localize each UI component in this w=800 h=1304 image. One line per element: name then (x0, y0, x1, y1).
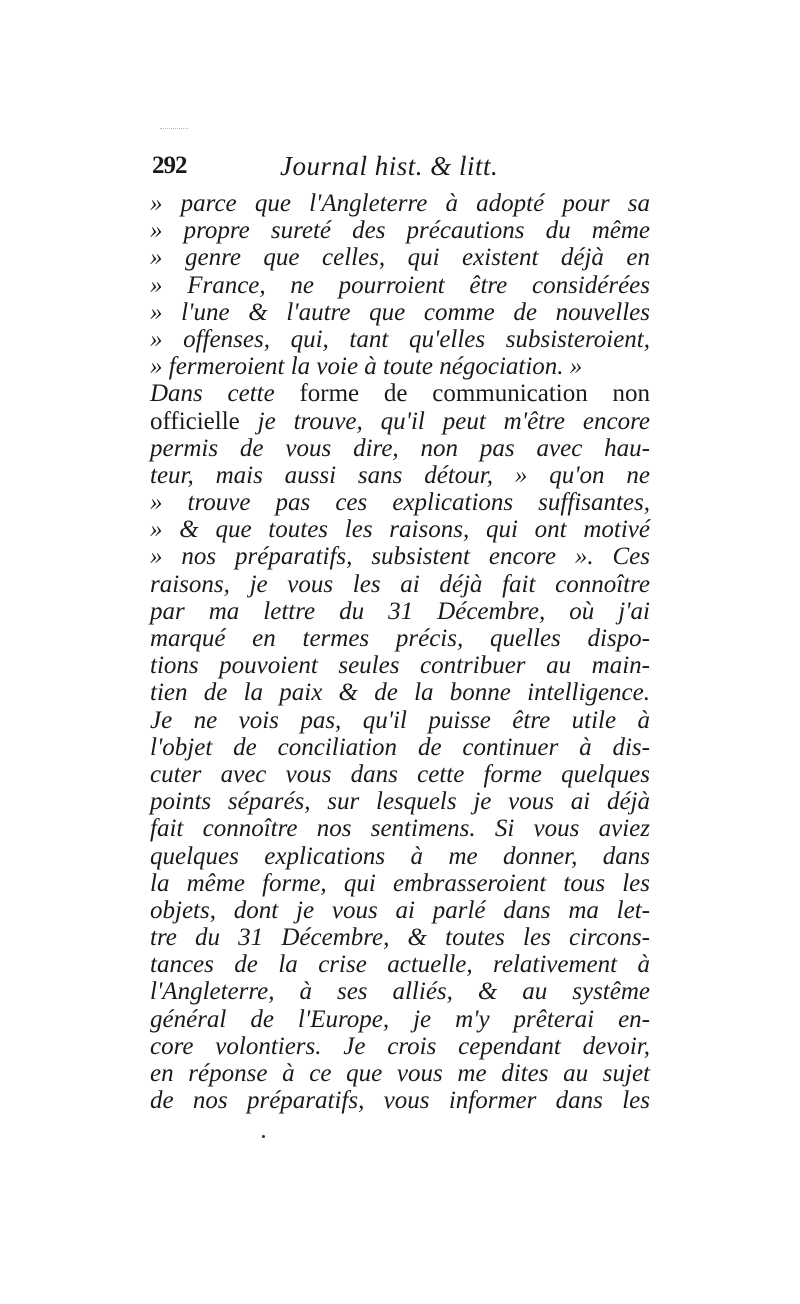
text-segment: en réponse à ce que vous me dites au sujet (150, 1060, 650, 1087)
text-line (150, 272, 650, 299)
text-line (150, 978, 650, 1005)
text-line (150, 380, 650, 407)
text-segment: marqué en termes précis, quelles dispo- (150, 625, 650, 652)
text-line (150, 489, 650, 516)
text-line (150, 408, 650, 435)
text-segment: tions pouvoient seules contribuer au main- (150, 652, 650, 680)
text-line (150, 299, 650, 326)
text-line (150, 190, 650, 217)
text-line (150, 435, 650, 462)
text-segment: raisons, je vous les ai déjà fait connoître (150, 570, 650, 598)
text-line (150, 652, 650, 679)
text-segment: objets, dont je vous ai parlé dans ma let- (150, 896, 650, 924)
text-segment: teur, mais aussi sans détour, » qu'on ne (150, 461, 650, 489)
text-line (150, 707, 650, 734)
text-segment: permis de vous dire, non pas avec hau- (150, 434, 650, 462)
text-line (150, 1087, 650, 1114)
text-line (150, 924, 650, 951)
text-segment: l'objet de conciliation de continuer à dis- (150, 733, 650, 761)
body-text (150, 190, 650, 1114)
page-header (152, 146, 652, 186)
text-segment: » l'une & l'autre que comme de nouvelles (150, 298, 650, 326)
text-segment: » fermeroient la voie à toute négociation. » (150, 353, 583, 381)
text-line (150, 843, 650, 870)
text-segment: » propre sureté des précautions du même (150, 217, 650, 245)
text-segment: tre du 31 Décembre, & toutes les circons- (150, 924, 650, 952)
text-line (150, 353, 650, 380)
text-line (150, 326, 650, 353)
text-segment: » France, ne pourroient être considérées (150, 271, 650, 299)
text-segment: cuter avec vous dans cette forme quelques (150, 760, 650, 788)
text-segment: par ma lettre du 31 Décembre, où j'ai (150, 597, 650, 625)
text-segment: de nos préparatifs, vous informer dans les (150, 1087, 650, 1115)
text-line (150, 244, 650, 271)
text-line (150, 217, 650, 244)
text-segment: tien de la paix & de la bonne intelligence. (150, 679, 650, 707)
paper-blemish (160, 128, 188, 133)
text-line (150, 679, 650, 706)
text-line (150, 734, 650, 761)
ink-speck (262, 1135, 265, 1138)
text-segment: » offenses, qui, tant qu'elles subsisteroient, (150, 325, 650, 353)
text-segment: forme de communication non (299, 380, 650, 408)
text-segment: points séparés, sur lesquels je vous ai déjà (150, 788, 650, 816)
text-segment: » & que toutes les raisons, qui ont motivé (150, 516, 650, 544)
text-segment: je trouve, qu'il peut m'être encore (257, 407, 650, 435)
text-line (150, 1033, 650, 1060)
text-line (150, 543, 650, 570)
text-segment: » trouve pas ces explications suffisantes, (150, 489, 650, 517)
text-segment: général de l'Europe, je m'y prêterai en- (150, 1005, 650, 1033)
text-line (150, 1006, 650, 1033)
text-line (150, 571, 650, 598)
text-segment: la même forme, qui embrasseroient tous les (150, 869, 650, 897)
text-segment: core volontiers. Je crois cependant devoir, (150, 1032, 650, 1060)
text-line (150, 598, 650, 625)
text-segment: l'Angleterre, à ses alliés, & au systême (150, 978, 650, 1006)
text-segment: tances de la crise actuelle, relativement à (150, 951, 650, 979)
text-segment: Je ne vois pas, qu'il puisse être utile à (150, 706, 650, 734)
running-title: Journal hist. & litt. (280, 151, 499, 181)
page-number: 292 (152, 152, 187, 179)
text-segment: fait connoître nos sentimens. Si vous aviez (150, 815, 650, 843)
text-line (150, 788, 650, 815)
text-segment: » genre que celles, qui existent déjà en (150, 244, 650, 272)
text-segment: Dans cette (150, 380, 300, 408)
text-line (150, 870, 650, 897)
text-line (150, 625, 650, 652)
text-segment: » parce que l'Angleterre à adopté pour sa (150, 190, 650, 217)
text-segment: officielle (150, 407, 258, 435)
text-line (150, 761, 650, 788)
text-line (150, 815, 650, 842)
text-line (150, 951, 650, 978)
text-segment: quelques explications à me donner, dans (150, 842, 650, 870)
text-line (150, 897, 650, 924)
text-segment: » nos préparatifs, subsistent encore ». Ces (150, 543, 650, 571)
text-line (150, 462, 650, 489)
text-line (150, 516, 650, 543)
text-line (150, 1060, 650, 1087)
